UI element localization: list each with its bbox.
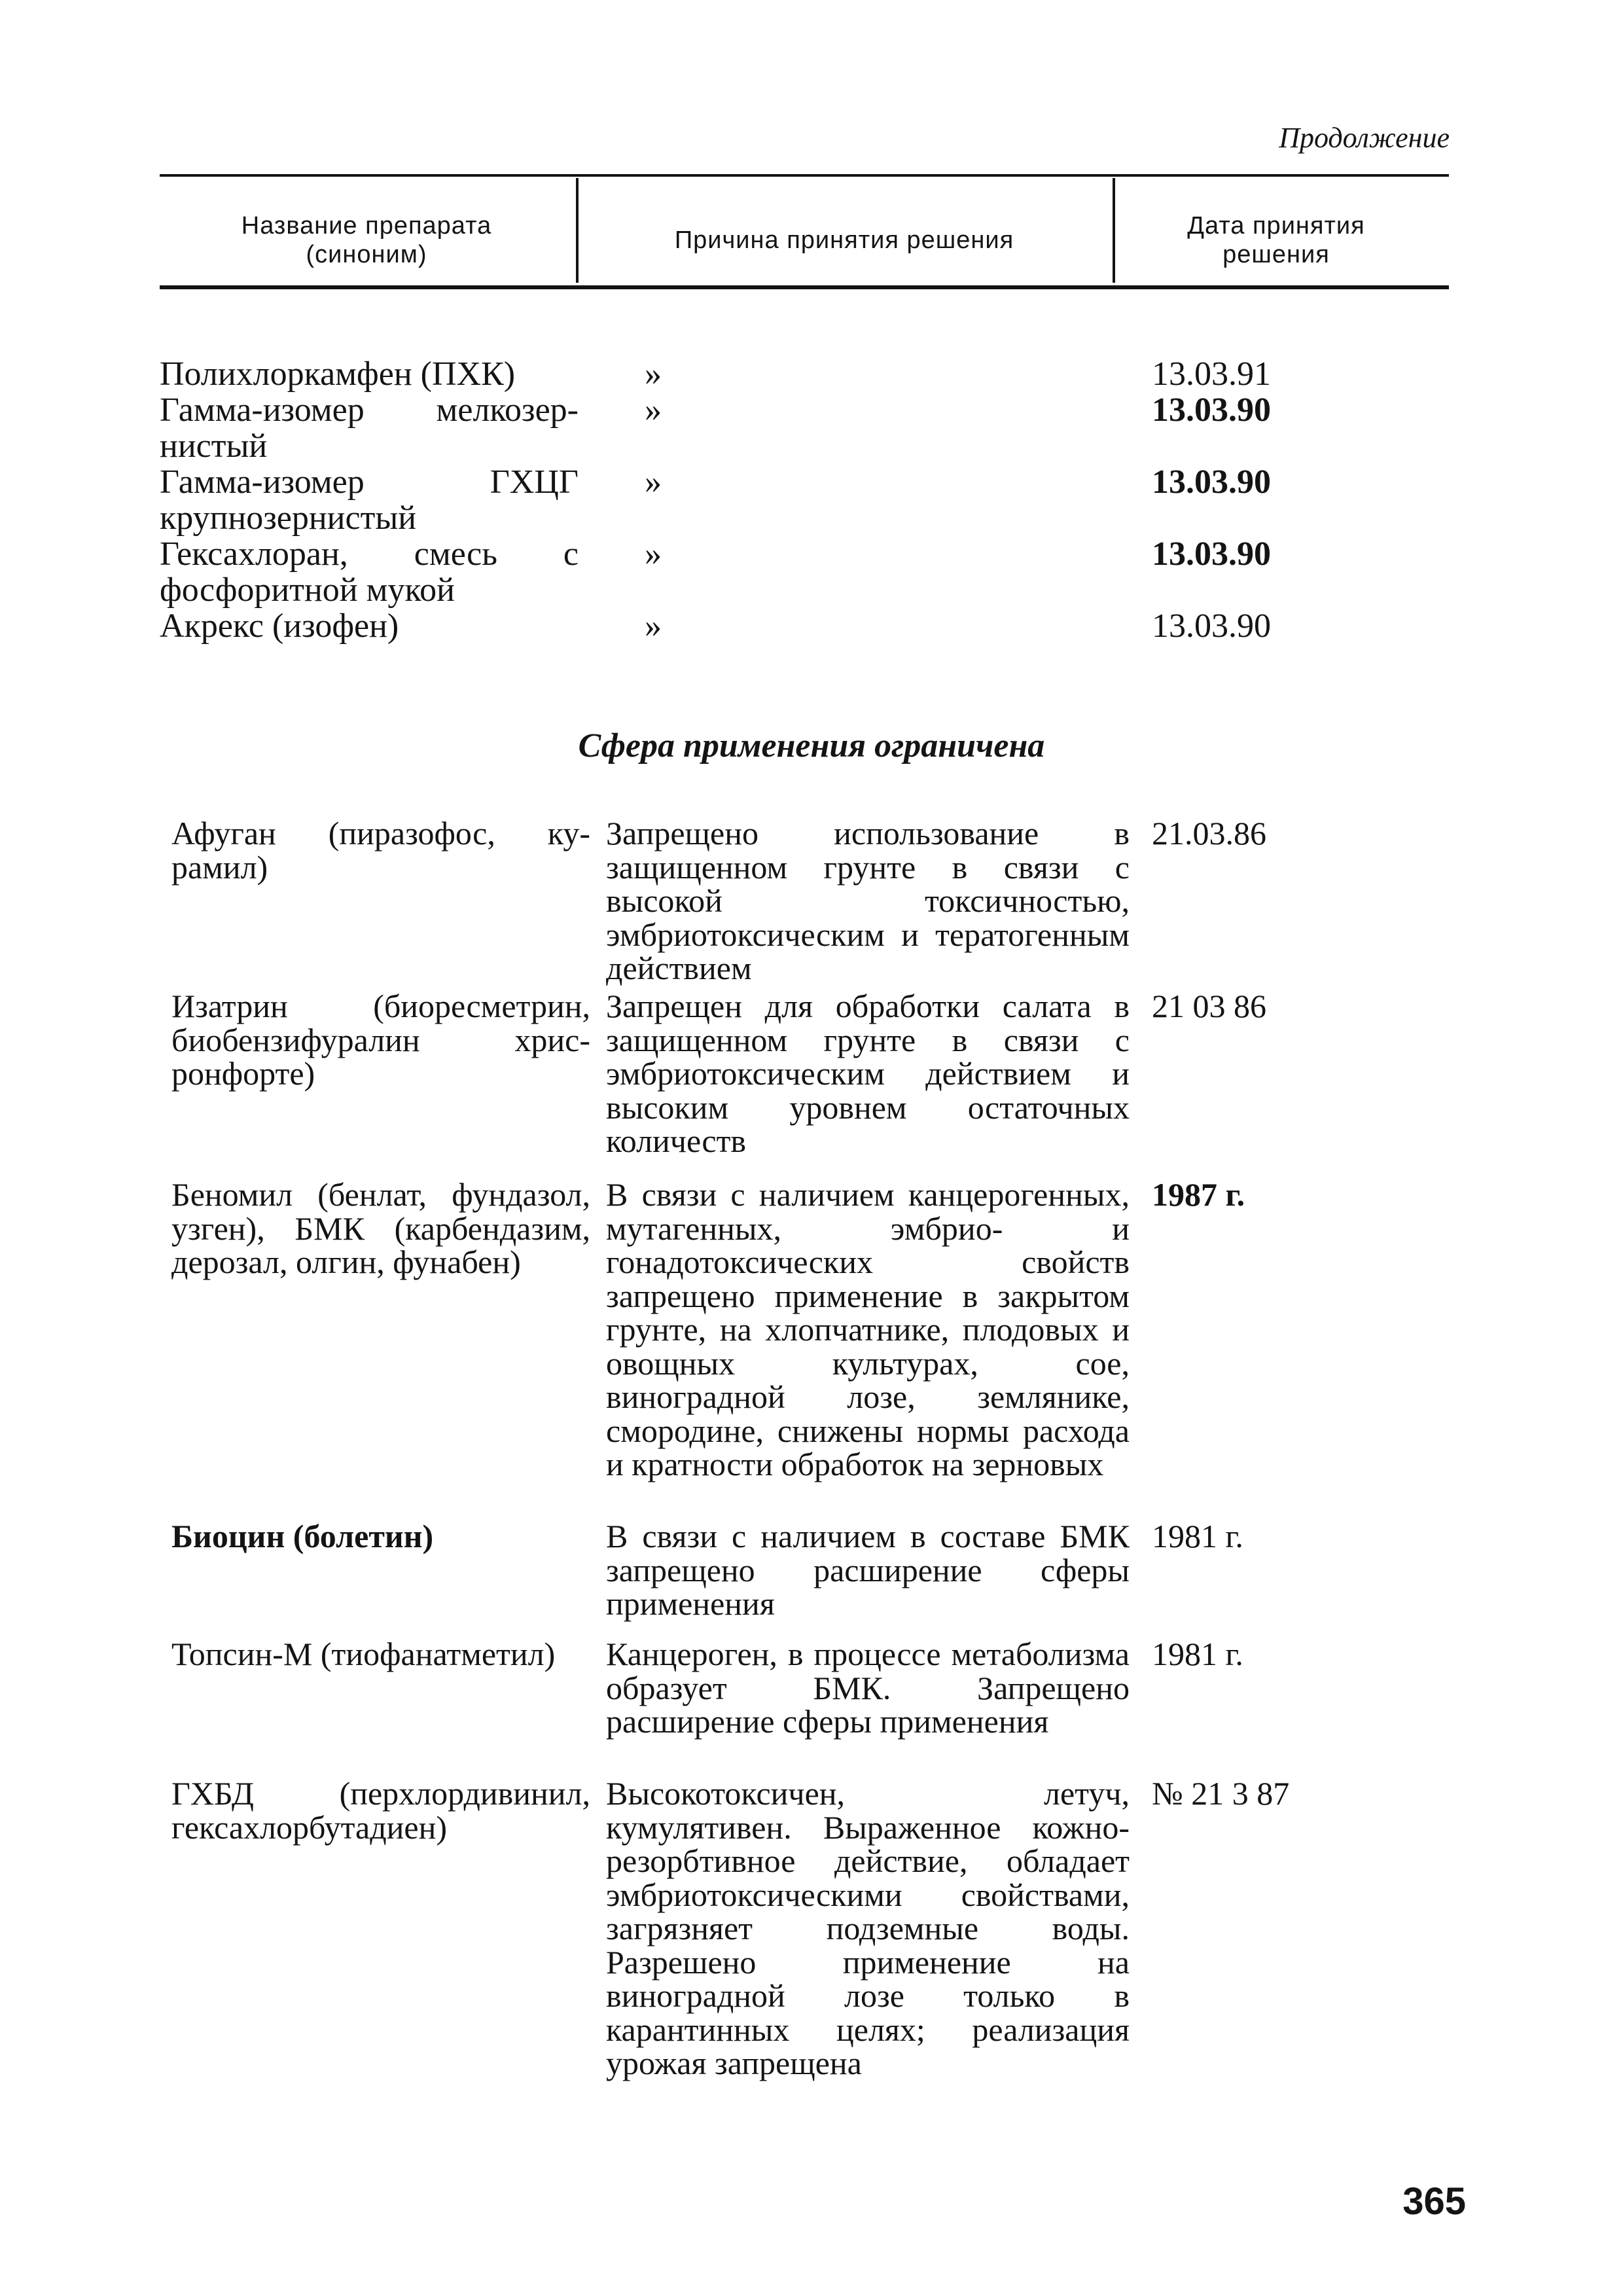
header-col-reason: Причина принятия решения	[674, 226, 1014, 255]
row-name: нистый	[160, 427, 268, 465]
row-name: крупнозернистый	[160, 499, 417, 537]
header-col-date: Дата принятия решения	[1187, 212, 1365, 268]
row-date: 13.03.90	[1152, 391, 1271, 429]
continued-label: Продолжение	[1279, 122, 1450, 154]
table-row	[160, 392, 579, 464]
header-divider-2	[1113, 178, 1115, 283]
page-number: 365	[1402, 2180, 1466, 2223]
row-reason: Высокотоксичен, летуч, кумулятивен. Выраженное кожно-резорбтивное действие, обладает эмбриотоксическими свойствами, загрязняет подземные воды. Разрешено применение на виноградной лозе только в карантинных целях; реализация урожая запрещена	[606, 1775, 1130, 2081]
row-date: 21.03.86	[1152, 815, 1266, 852]
row-name: фосфоритной мукой	[160, 571, 455, 609]
section-title: Сфера применения ограничена	[578, 727, 1045, 764]
row-name: Изатрин (биоресметрин, биобензифуралин хрис-ронфорте)	[171, 988, 590, 1092]
row-name: Гексахлоран, смесь с	[160, 535, 579, 573]
table-top-rule	[160, 174, 1449, 177]
row-name: ГХБД (перхлордивинил, гексахлорбутадиен)	[171, 1775, 590, 1846]
header-col-name: Название препарата (синоним)	[241, 212, 492, 268]
row-name: Гамма-изомер мелкозер-	[160, 391, 579, 429]
row-name: Биоцин (болетин)	[171, 1518, 434, 1554]
header-divider-1	[576, 178, 579, 283]
row-name: Акрекс (изофен)	[160, 607, 399, 645]
row-reason: В связи с наличием канцерогенных, мутагенных, эмбрио- и гонадотоксических свойств запрещено применение в закрытом грунте, на хлопчатнике, плодовых и овощных культурах, сое, виноградной лозе, землянике, смородине, снижены нормы расхода и кратности обработок на зерновых	[606, 1176, 1130, 1482]
row-reason: Канцероген, в процессе метаболизма образует БМК. Запрещено расширение сферы применения	[606, 1636, 1130, 1740]
row-reason: Запрещено использование в защищенном грунте в связи с высокой токсичностью, эмбриотоксическим и тератогенным действием	[606, 815, 1130, 986]
row-date: 13.03.90	[1152, 463, 1271, 501]
table-row	[160, 536, 579, 608]
row-date: 13.03.90	[1152, 607, 1271, 645]
row-name: Топсин-М (тиофанатметил)	[171, 1636, 556, 1672]
row-date: 21 03 86	[1152, 988, 1266, 1024]
table-row	[160, 356, 579, 392]
row-name: Гамма-изомер ГХЦГ	[160, 463, 579, 501]
row-name: Беномил (бенлат, фундазол, узген), БМК (карбендазим, дерозал, олгин, фунабен)	[171, 1176, 590, 1280]
row-ditto: »	[645, 355, 662, 393]
row-reason: Запрещен для обработки салата в защищенном грунте в связи с эмбриотоксическим действием и высоким уровнем остаточных количеств	[606, 988, 1130, 1159]
table-row	[160, 608, 579, 644]
row-date: № 21 3 87	[1152, 1775, 1290, 1812]
table-row	[160, 464, 579, 536]
row-reason: В связи с наличием в составе БМК запрещено расширение сферы применения	[606, 1518, 1130, 1622]
row-name: Полихлоркамфен (ПХК)	[160, 355, 516, 393]
row-date: 13.03.90	[1152, 535, 1271, 573]
row-date: 13.03.91	[1152, 355, 1271, 393]
table-header-rule	[160, 285, 1449, 289]
row-ditto: »	[645, 463, 662, 501]
row-date: 1981 г.	[1152, 1518, 1243, 1554]
row-ditto: »	[645, 607, 662, 645]
row-name: Афуган (пиразофос, ку-рамил)	[171, 815, 590, 886]
row-ditto: »	[645, 391, 662, 429]
row-date: 1981 г.	[1152, 1636, 1243, 1672]
row-date: 1987 г.	[1152, 1176, 1245, 1213]
row-ditto: »	[645, 535, 662, 573]
